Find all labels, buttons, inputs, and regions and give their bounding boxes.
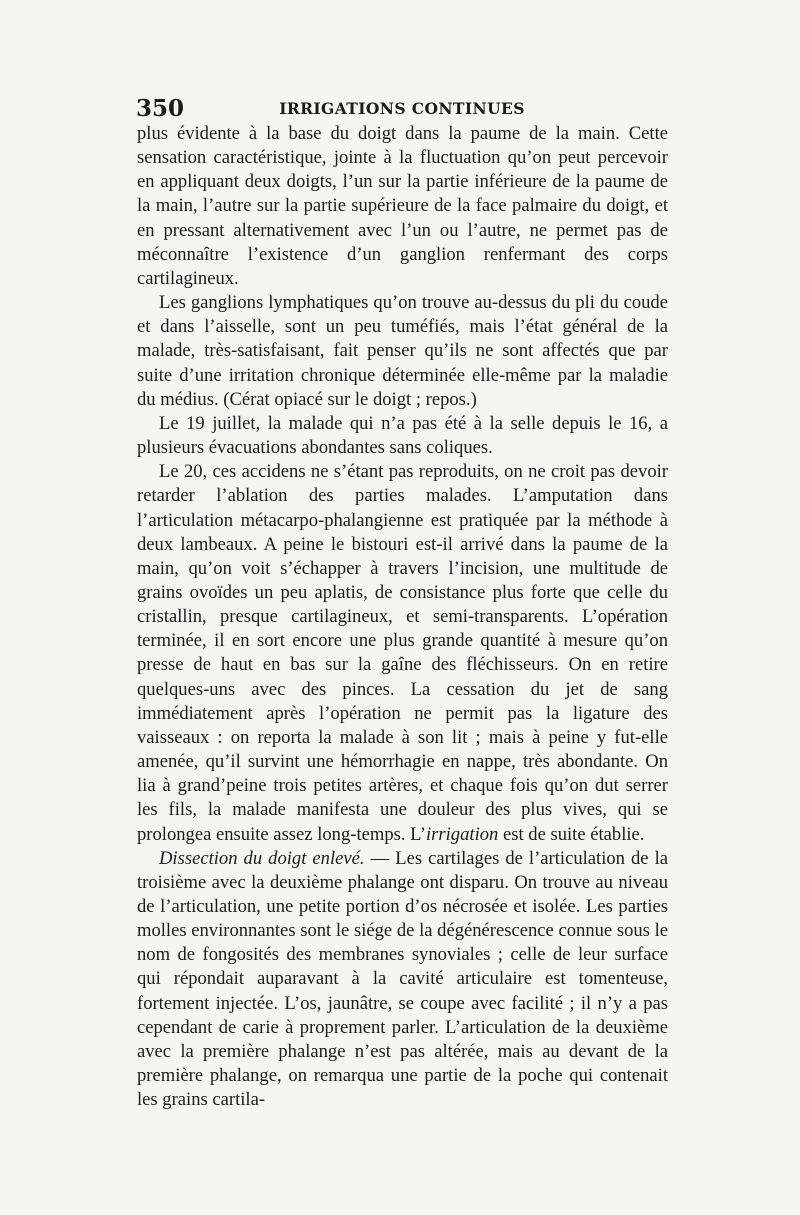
paragraph-dissection [137,847,668,1113]
paragraph-july-20-text: Le 20, ces accidens ne s’étant pas reproduits, on ne croit pas devoir retarder l’ablation des parties malades. L’amputation dans l’articulation métacarpo-phalangienne est pratiquée par la méthode à deux lambeaux. A peine le bistouri est-il arrivé dans la paume de la main, qu’on voit s’échapper à travers l’incision, une multitude de grains ovoïdes un peu aplatis, de consistance plus forte que celle du cristallin, presque cartilagineux, et semi-transparents. L’opération terminée, il en sort encore une plus grande quantité à mesure qu’on presse de haut en bas sur la gaîne des fléchisseurs. On en retire quelques-uns avec des pinces. La cessation du jet de sang immédiatement après l’opération ne permit pas la ligature des vaisseaux : on reporta la malade à son lit ; mais à peine y fut-elle amenée, qu’il survint une hémorrhagie en nappe, très abondante. On lia à grand’peine trois petites artères, et chaque fois qu’on dut serrer les fils, la malade manifesta une douleur des plus vives, qui se prolongea ensuite assez long-temps. [137,461,668,845]
page-header [136,96,668,122]
elided-article: L’ [410,823,426,845]
paragraph-dissection-text: — Les cartilages de l’articulation de la troisième avec la deuxième phalange ont disparu. On trouve au niveau de l’articulation, une petite portion d’os nécrosée et isolée. Les parties molles environnantes sont le siége de la dégénérescence connue sous le nom de fongosités des membranes synoviales ; celle de leur surface qui répondait auparavant à la cavité articulaire est tomenteuse, fortement injectée. L’os, jaunâtre, se coupe avec facilité ; il n’y a pas cependant de carie à proprement parler. L’articulation de la deuxième avec la première phalange n’est pas altérée, mais au devant de la première phalange, on remarqua une partie de la poche qui contenait les grains cartila- [137,847,668,1111]
page-number: 350 [136,95,185,122]
paragraph-july-20 [137,460,668,847]
paragraph-july-20-end: est de suite établie. [498,823,645,845]
paragraph-lymph-nodes: Les ganglions lymphatiques qu’on trouve au-dessus du pli du coude et dans l’aisselle, sont un peu tuméfiés, mais l’état général de la malade, très-satisfaisant, fait penser qu’ils ne sont affectés que par suite d’une irritation chronique déterminée elle-même par la maladie du médius. (Cérat opiacé sur le doigt ; repos.) [137,292,668,410]
body-text [137,122,668,1112]
paragraph-continued: plus évidente à la base du doigt dans la paume de la main. Cette sensation caractéristique, jointe à la fluctuation qu’on peut percevoir en appliquant deux doigts, l’un sur la partie inférieure de la paume de la main, l’autre sur la partie supérieure de la face palmaire du doigt, et en pressant alternativement avec l’un ou l’autre, ne permet pas de méconnaître l’existence d’un ganglion renfermant des corps cartilagineux. [137,123,668,289]
section-lead-dissection: Dissection du doigt enlevé. [159,847,365,869]
paragraph-july-19: Le 19 juillet, la malade qui n’a pas été à la selle depuis le 16, a plusieurs évacuations abondantes sans coliques. [137,412,668,459]
italic-term-irrigation: irrigation [426,823,499,845]
running-title: IRRIGATIONS CONTINUES [279,99,525,118]
